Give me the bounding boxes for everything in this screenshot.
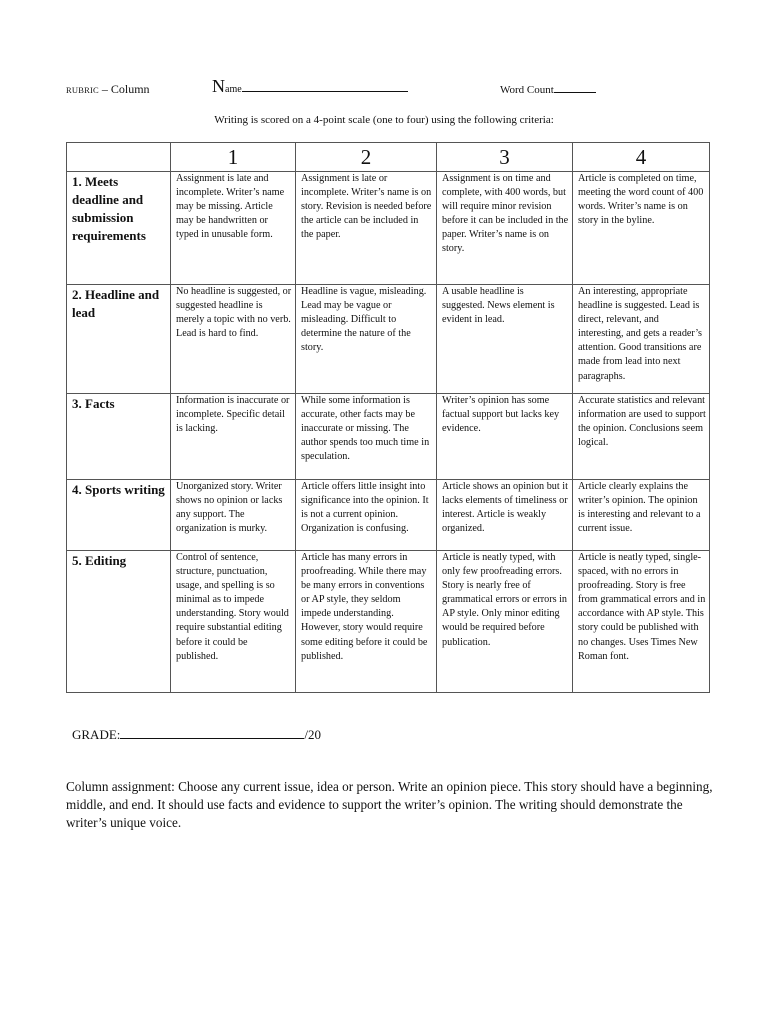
table-cell: Unorganized story. Writer shows no opinion or lacks any support. The organization is murky. [171, 480, 296, 551]
table-cell: Article offers little insight into significance into the opinion. It is not a current opinion. Organization is confusing. [296, 480, 437, 551]
table-cell: Control of sentence, structure, punctuation, usage, and spelling is so minimal as to impede understanding. Story would require substantial editing before it could be published. [171, 551, 296, 693]
grade-total: /20 [304, 727, 322, 742]
table-cell: Article is neatly typed, single-spaced, with no errors in proofreading. Story is free from grammatical errors and in accordance with AP style. This story could be published with no changes. Uses Times New Roman font. [573, 551, 710, 693]
grade-label: GRADE: [72, 727, 121, 742]
document-header [66, 78, 706, 102]
table-cell: Assignment is on time and complete, with 400 words, but will require minor revision before it can be included in the paper. Writer’s name is on story. [437, 172, 573, 285]
score-header-3: 3 [437, 143, 573, 172]
word-count-blank-line[interactable] [554, 82, 596, 93]
score-header-4: 4 [573, 143, 710, 172]
score-header-2: 2 [296, 143, 437, 172]
criterion-label: 1. Meets deadline and submission requirements [67, 172, 171, 285]
table-cell: Accurate statistics and relevant information are used to support the opinion. Conclusions seem logical. [573, 394, 710, 480]
table-row [67, 285, 710, 394]
rubric-title-rest: – Column [98, 82, 150, 96]
name-label-rest: ame [225, 84, 242, 95]
table-cell: Article clearly explains the writer’s opinion. The opinion is interesting and relevant to a current issue. [573, 480, 710, 551]
criterion-label: 5. Editing [67, 551, 171, 693]
table-cell: Information is inaccurate or incomplete. Specific detail is lacking. [171, 394, 296, 480]
assignment-text: Column assignment: Choose any current issue, idea or person. Write an opinion piece. This story should have a beginning, middle, and end. It should use facts and evidence to support the writer’s opinion. The writing should demonstrate the writer’s unique voice. [66, 779, 713, 830]
criterion-label: 3. Facts [67, 394, 171, 480]
word-count-field[interactable] [500, 82, 596, 96]
table-cell: Writer’s opinion has some factual support but lacks key evidence. [437, 394, 573, 480]
rubric-header-row [67, 143, 710, 172]
table-cell: An interesting, appropriate headline is suggested. Lead is direct, relevant, and interesting, and gets a reader’s attention. Good transitions are made from lead into next paragraphs. [573, 285, 710, 394]
table-row [67, 172, 710, 285]
table-cell: A usable headline is suggested. News element is evident in lead. [437, 285, 573, 394]
criterion-label: 2. Headline and lead [67, 285, 171, 394]
table-cell: Article is completed on time, meeting the word count of 400 words. Writer’s name is on story in the byline. [573, 172, 710, 285]
name-field[interactable] [212, 76, 408, 97]
table-cell: Assignment is late or incomplete. Writer’s name is on story. Revision is needed before the article can be included in the paper. [296, 172, 437, 285]
table-cell: Assignment is late and incomplete. Writer’s name may be missing. Article may be handwritten or typed in unusable form. [171, 172, 296, 285]
rubric-table [66, 142, 710, 693]
name-blank-line[interactable] [242, 79, 408, 92]
table-cell: No headline is suggested, or suggested headline is merely a topic with no verb. Lead is hard to find. [171, 285, 296, 394]
header-corner-cell [67, 143, 171, 172]
criterion-label: 4. Sports writing [67, 480, 171, 551]
table-cell: Article shows an opinion but it lacks elements of timeliness or interest. Article is weakly organized. [437, 480, 573, 551]
table-cell: Headline is vague, misleading. Lead may be vague or misleading. Difficult to determine the nature of the story. [296, 285, 437, 394]
table-cell: While some information is accurate, other facts may be inaccurate or missing. The author spends too much time in speculation. [296, 394, 437, 480]
table-row [67, 480, 710, 551]
word-count-label: Word Count [500, 84, 554, 96]
grade-field[interactable] [72, 726, 321, 743]
rubric-title [66, 82, 150, 97]
rubric-title-prefix: RUBRIC [66, 85, 99, 95]
grade-blank-line[interactable] [120, 726, 304, 739]
table-row [67, 394, 710, 480]
table-cell: Article has many errors in proofreading. While there may be many errors in conventions or AP style, they seldom impede understanding. However, story would require some editing before it could be published. [296, 551, 437, 693]
score-header-1: 1 [171, 143, 296, 172]
scoring-intro: Writing is scored on a 4-point scale (one to four) using the following criteria: [214, 114, 554, 126]
name-label-initial: N [212, 76, 225, 96]
table-row [67, 551, 710, 693]
table-cell: Article is neatly typed, with only few proofreading errors. Story is nearly free of grammatical errors or errors in AP style. Only minor editing would be required before publication. [437, 551, 573, 693]
